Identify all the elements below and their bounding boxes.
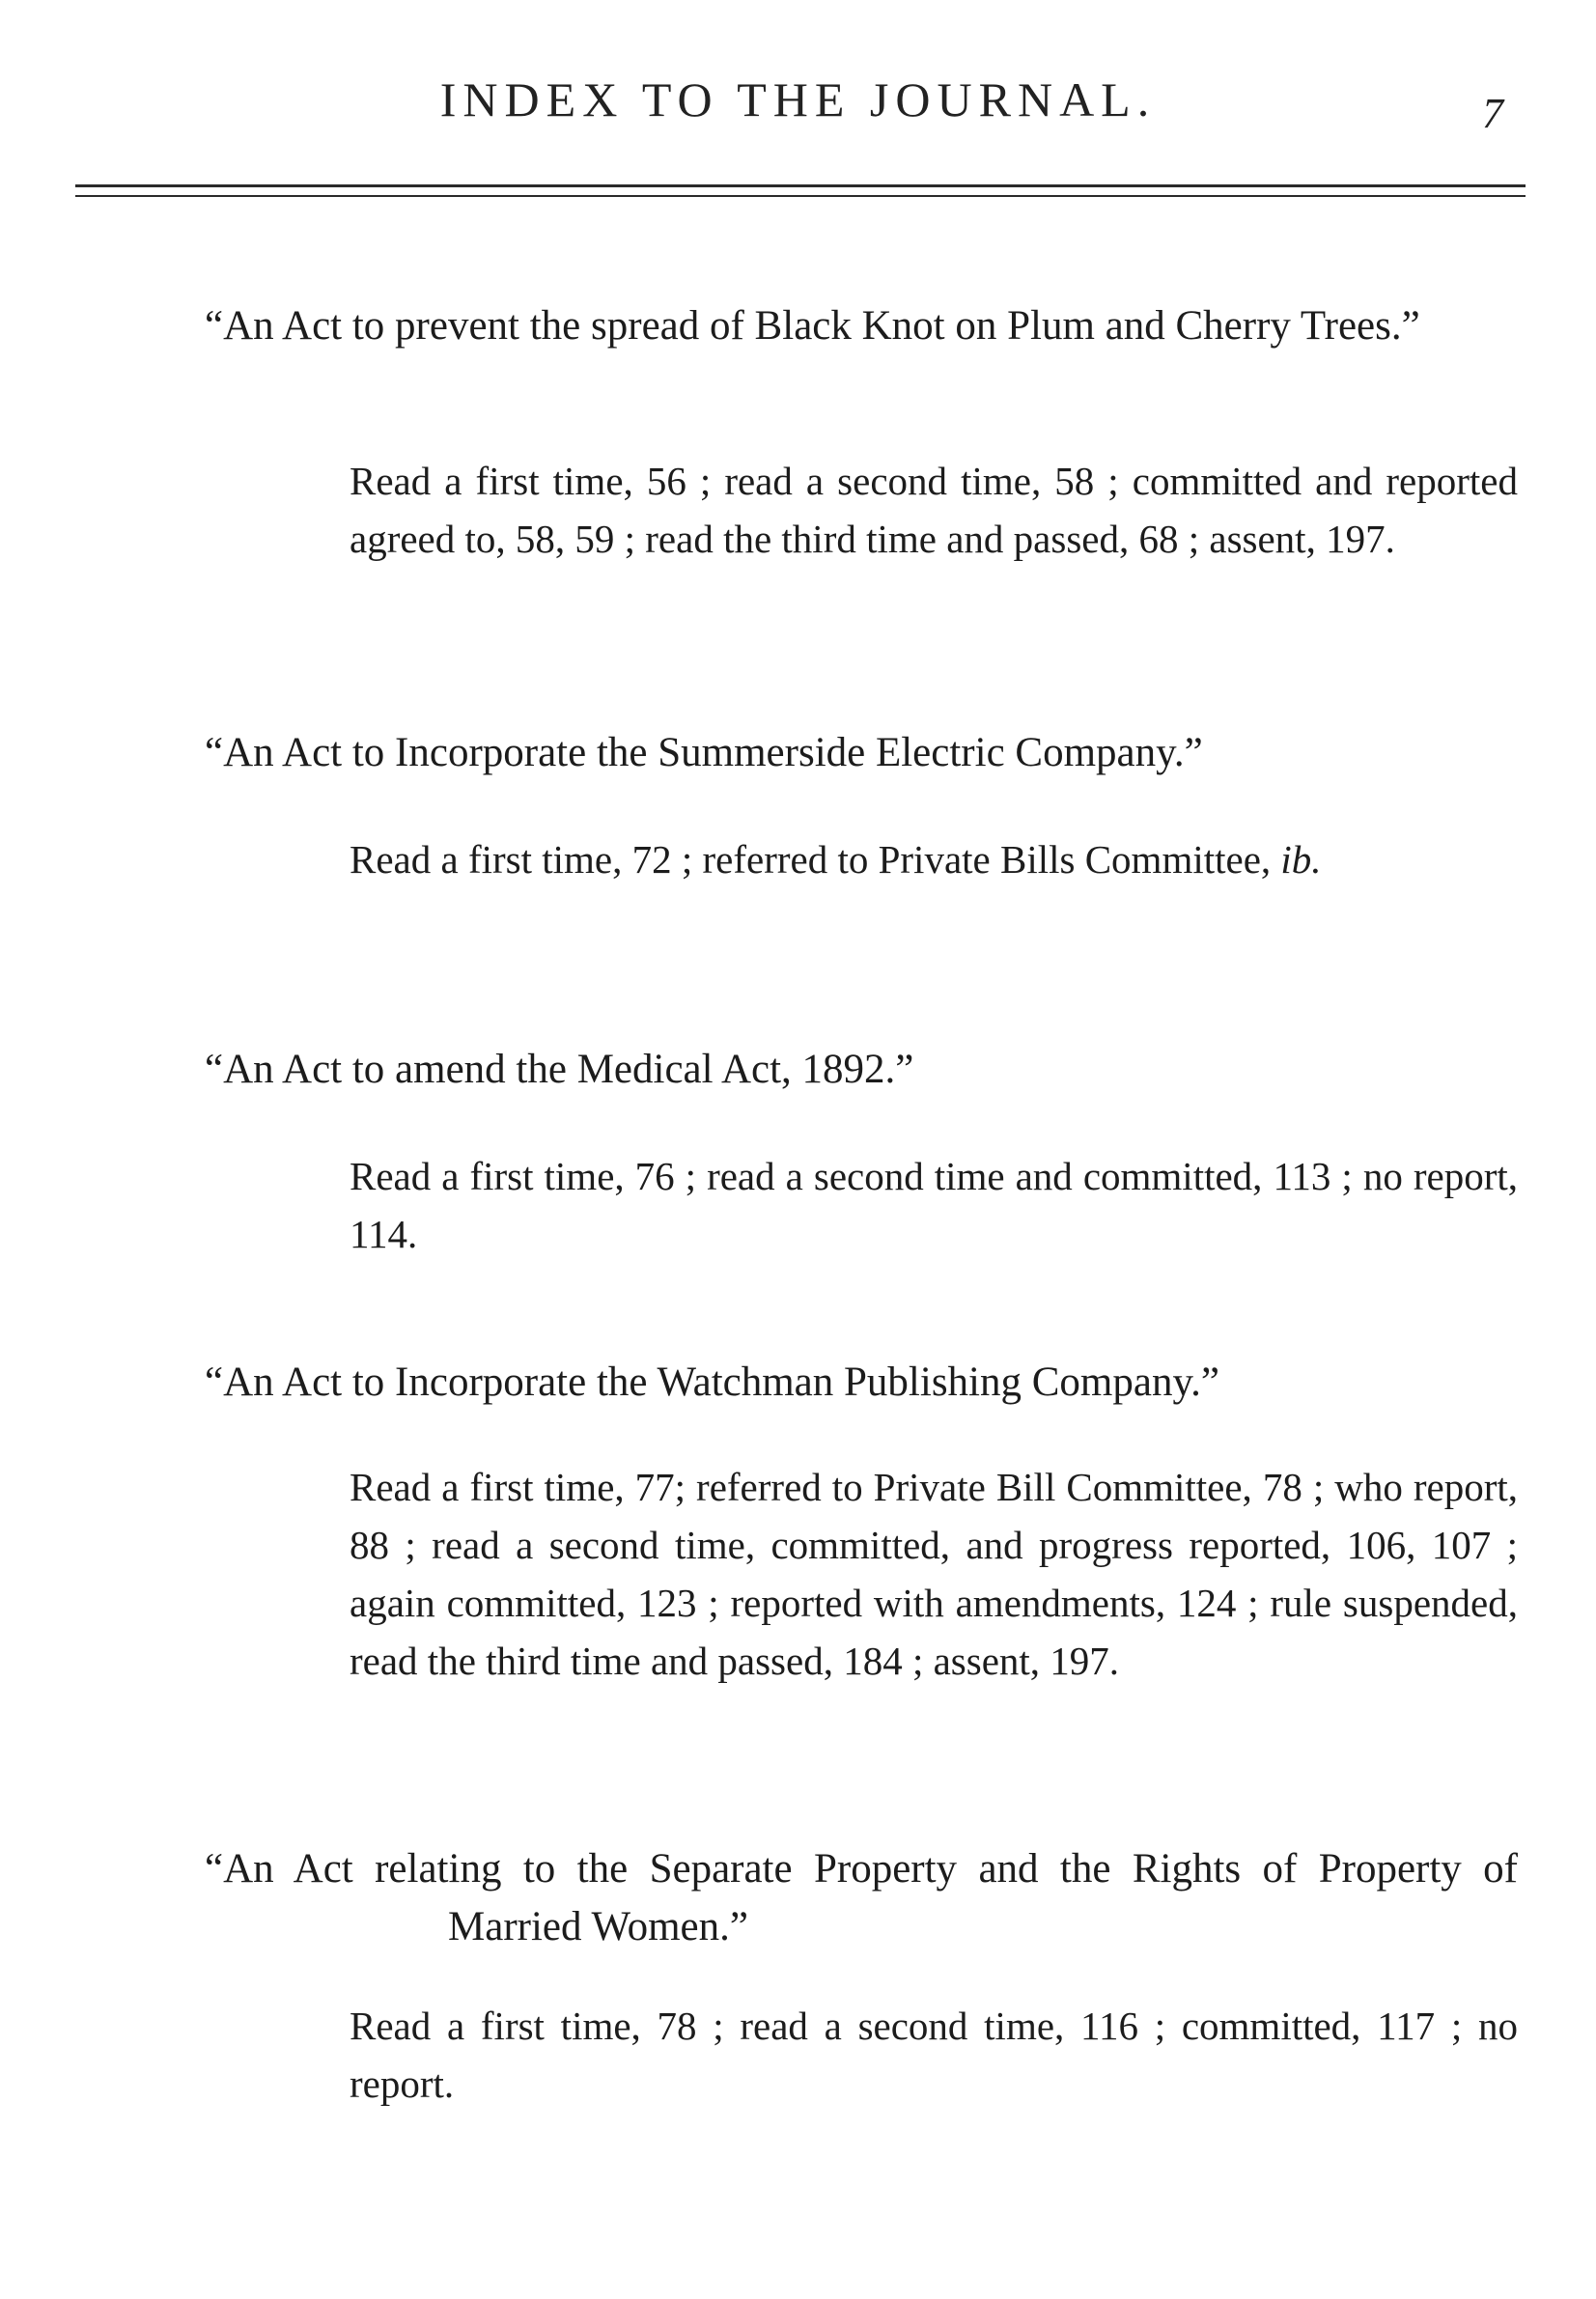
- act-title: “An Act to Incorporate the Summerside Electric Company.”: [205, 730, 1203, 775]
- page-number: 7: [1482, 90, 1503, 137]
- act-title: “An Act relating to the Separate Property and the Rights of Property of Married Women.”: [205, 1846, 1518, 1949]
- act-proceedings: Read a first time, 56 ; read a second time, 58 ; committed and reported agreed to, 58, 59 ; read the third time and passed, 68 ; assent, 197.: [350, 459, 1518, 561]
- act-title: “An Act to Incorporate the Watchman Publishing Company.”: [205, 1360, 1220, 1405]
- header-rule-thin: [75, 195, 1526, 197]
- running-header-title: INDEX TO THE JOURNAL.: [439, 72, 1157, 126]
- ibid-abbreviation: ib.: [1280, 837, 1322, 882]
- header-rule-thick: [75, 184, 1526, 187]
- act-title: “An Act to amend the Medical Act, 1892.”: [205, 1047, 914, 1092]
- act-proceedings: Read a first time, 76 ; read a second time and committed, 113 ; no report, 114.: [350, 1154, 1518, 1256]
- act-title: “An Act to prevent the spread of Black Knot on Plum and Cherry Trees.”: [205, 303, 1420, 349]
- act-proceedings: [350, 830, 1518, 888]
- proceedings-text: Read a first time, 72 ; referred to Private Bills Committee,: [350, 837, 1272, 882]
- act-proceedings: Read a first time, 78 ; read a second time, 116 ; committed, 117 ; no report.: [350, 2004, 1518, 2106]
- act-proceedings: Read a first time, 77; referred to Private Bill Committee, 78 ; who report, 88 ; read a second time, committed, and progress reported, 106, 107 ; again committed, 123 ; reported with amendments, 124 ; rule suspended, read the third time and passed, 184 ; assent, 197.: [350, 1465, 1518, 1683]
